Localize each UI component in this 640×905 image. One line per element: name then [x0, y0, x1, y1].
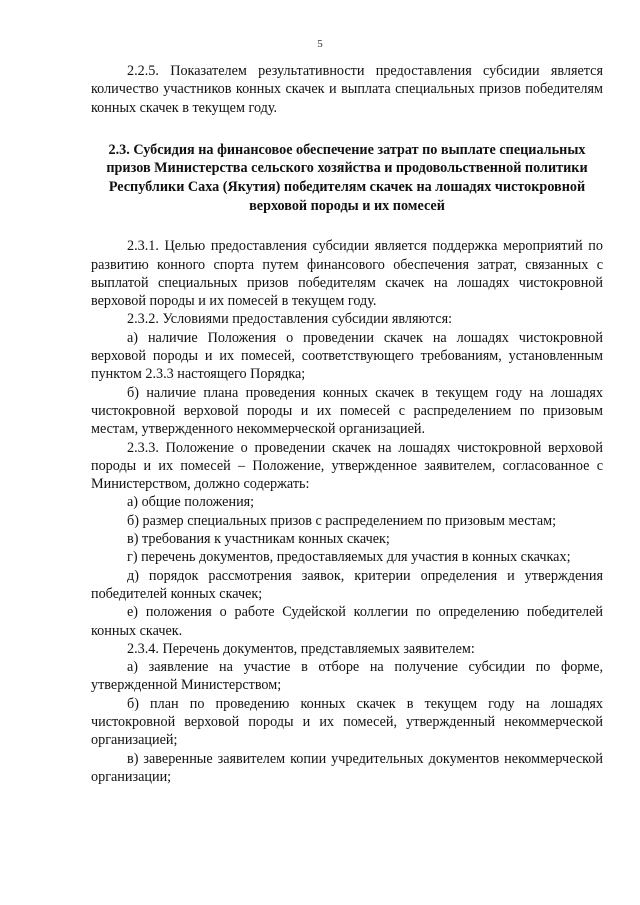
paragraph-2-3-3-e: е) положения о работе Судейской коллегии по определению победителей конных скачек.: [91, 604, 603, 639]
paragraph-2-3-3-g: г) перечень документов, предоставляемых для участия в конных скачках;: [127, 549, 571, 566]
paragraph-2-3-4: 2.3.4. Перечень документов, представляемых заявителем:: [127, 640, 475, 657]
paragraph-2-3-4-v: в) заверенные заявителем копии учредительных документов некоммерческой организации;: [91, 750, 603, 785]
paragraph-2-3-2: 2.3.2. Условиями предоставления субсидии являются:: [127, 311, 453, 328]
paragraph-2-3-3-d: д) порядок рассмотрения заявок, критерии определения и утверждения победителей конных скачек;: [91, 567, 603, 602]
paragraph-2-3-2-a: а) наличие Положения о проведении скачек на лошадях чистокровной верховой породы и их помесей, соответствующего требованиям, установленным пунктом 2.3.3 настоящего Порядка;: [91, 329, 603, 383]
paragraph-2-3-3-v: в) требования к участникам конных скачек;: [127, 531, 390, 548]
paragraph-2-2-5: 2.2.5. Показателем результативности предоставления субсидии является количество участников конных скачек и выплата специальных призов победителям конных скачек в текущем году.: [91, 63, 603, 116]
paragraph-2-3-3-b: б) размер специальных призов с распределением по призовым местам;: [127, 512, 557, 529]
paragraph-2-3-1: 2.3.1. Целью предоставления субсидии является поддержка мероприятий по развитию конного спорта путем финансового обеспечения затрат, связанных с выплатой специальных призов победителям скачек на лошадях чистокровной верховой породы и их помесей в текущем году.: [91, 238, 603, 310]
document-body: [91, 62, 603, 786]
paragraph-2-3-4-b: б) план по проведению конных скачек в текущем году на лошадях чистокровной верховой породы и их помесей, утвержденный некоммерческой организацией;: [91, 695, 603, 749]
paragraph-2-3-3-a: а) общие положения;: [127, 494, 255, 511]
paragraph-2-3-4-a: а) заявление на участие в отборе на получение субсидии по форме, утвержденной Министерством;: [91, 659, 603, 694]
paragraph-2-3-2-b: б) наличие плана проведения конных скачек в текущем году на лошадях чистокровной верховой породы и их помесей с распределением по призовым местам, утвержденного некоммерческой организацией.: [91, 384, 603, 438]
paragraph-2-3-3: 2.3.3. Положение о проведении скачек на лошадях чистокровной верховой породы и их помесей – Положение, утвержденное заявителем, согласованное с Министерством, должно содержать:: [91, 439, 603, 493]
page-number: 5: [317, 38, 323, 50]
section-heading: 2.3. Субсидия на финансовое обеспечение затрат по выплате специальных призов Министерства сельского хозяйства и продовольственной политики Республики Саха (Якутия) победителям скачек на лошадях чистокровной верховой породы и их помесей: [106, 141, 588, 214]
